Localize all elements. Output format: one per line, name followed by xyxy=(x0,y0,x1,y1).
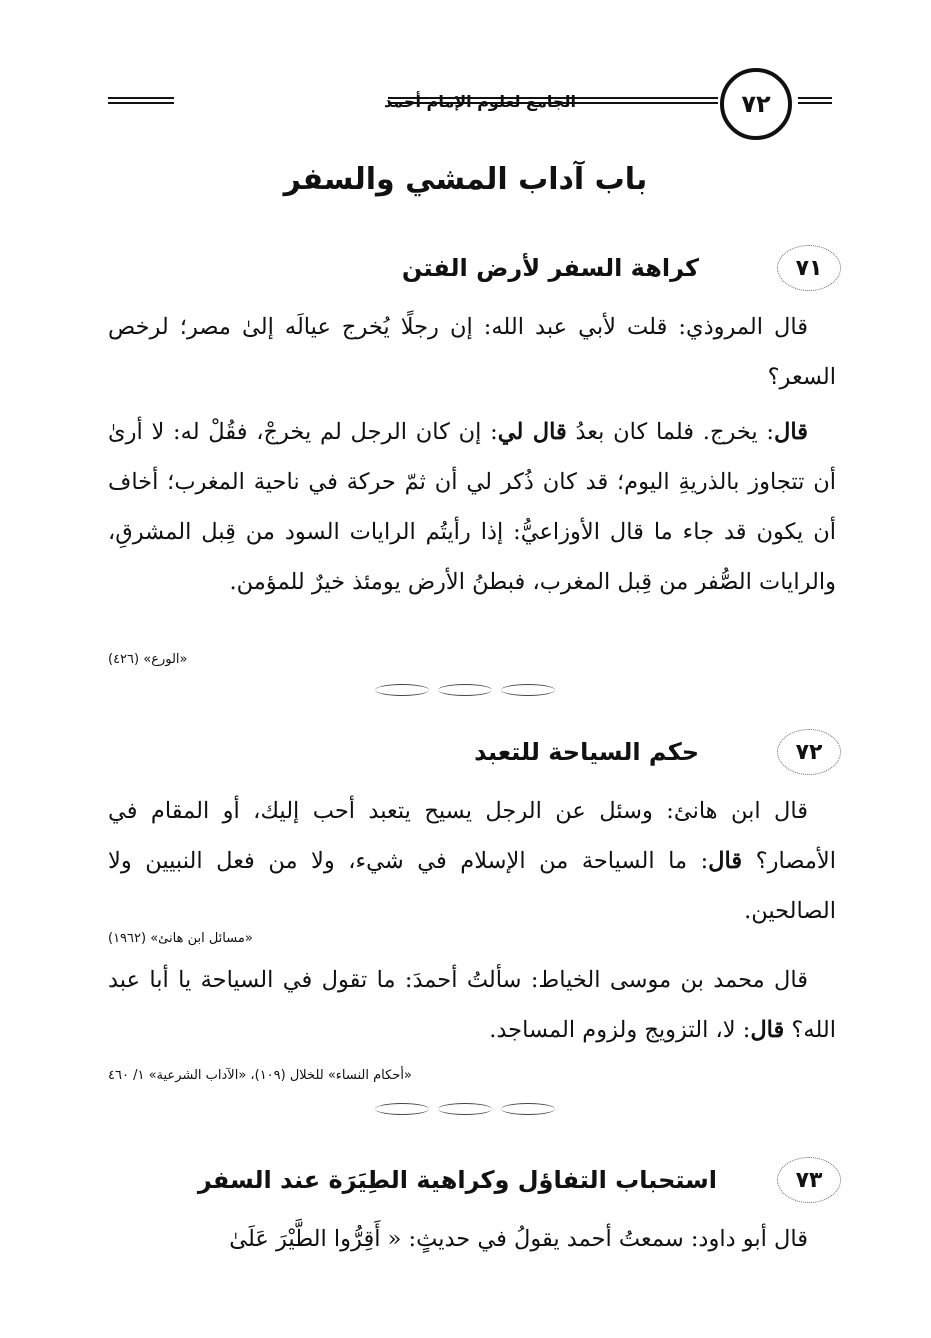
ornament-segment xyxy=(501,684,555,696)
speaker-label: قال xyxy=(708,848,743,874)
ornament-segment xyxy=(438,684,492,696)
speaker-label: قال xyxy=(750,1017,785,1043)
section-title: حكم السياحة للتعبد xyxy=(474,738,699,766)
paragraph-marwadhi-answer xyxy=(108,407,836,607)
section-divider-ornament xyxy=(375,1103,555,1115)
paragraph-text: : يخرج. فلما كان بعدُ xyxy=(566,419,775,445)
speaker-label: قال xyxy=(774,419,808,445)
section-number: ٧٢ xyxy=(795,739,823,765)
paragraph-text-rest: : ما السياحة من الإسلام في شيء، ولا من فعل النبيين ولا الصالحين. xyxy=(108,848,836,924)
running-header-title: الجامع لعلوم الإمام أحمد xyxy=(384,92,576,111)
chapter-title: باب آداب المشي والسفر xyxy=(283,162,648,197)
paragraph-ibn-hani xyxy=(108,786,836,936)
ornament-segment xyxy=(438,1103,492,1115)
section-number-badge xyxy=(777,729,841,775)
source-reference: «أحكام النساء» للخلال (١٠٩)، «الآداب الشرعية» ١/ ٤٦٠ xyxy=(108,1068,412,1083)
paragraph-text: قال المروذي: قلت لأبي عبد الله: إن رجلًا يُخرج عيالَه إلىٰ مصر؛ لرخص السعر؟ xyxy=(108,314,836,390)
section-number: ٧١ xyxy=(795,255,823,281)
ornament-segment xyxy=(375,1103,429,1115)
section-heading-72 xyxy=(474,730,841,774)
ornament-segment xyxy=(375,684,429,696)
speaker-label-2: قال لي xyxy=(497,419,567,445)
source-reference: «مسائل ابن هانئ» (١٩٦٢) xyxy=(108,931,253,946)
section-number: ٧٣ xyxy=(795,1167,823,1193)
header-rule-right xyxy=(798,97,832,104)
paragraph-text: قال أبو داود: سمعتُ أحمد يقولُ في حديثٍ: « أَقِرُّوا الطَّيْرَ عَلَىٰ xyxy=(229,1226,808,1252)
page-number: ٧٢ xyxy=(741,90,771,118)
paragraph-text-rest: : لا، التزويج ولزوم المساجد. xyxy=(489,1017,751,1043)
section-number-badge xyxy=(777,1157,841,1203)
header-rule-left xyxy=(108,97,174,104)
section-title: استحباب التفاؤل وكراهية الطِيَرَة عند السفر xyxy=(197,1166,717,1194)
page-number-badge xyxy=(720,68,792,140)
section-number-badge xyxy=(777,245,841,291)
paragraph-text: قال محمد بن موسى الخياط: سألتُ أحمدَ: ما تقول في السياحة يا أبا عبد الله؟ xyxy=(108,967,836,1043)
paragraph-abu-dawud xyxy=(108,1214,836,1264)
paragraph-text-rest: : إن كان الرجل لم يخرجْ، فقُلْ له: لا أرىٰ أن تتجاوز بالذريةِ اليوم؛ قد كان ذُكر لي أن ثمّ حركة في ناحية المغرب؛ أخاف أن يكون قد جاء ما قال الأوزاعيُّ: إذا رأيتُم الرايات السود من قِبل المشرقِ، والرايات الصُّفر من قِبل المغرب، فبطنُ الأرض يومئذ خيرٌ للمؤمن. xyxy=(108,419,836,595)
section-heading-71 xyxy=(402,246,841,290)
section-divider-ornament xyxy=(375,684,555,696)
ornament-segment xyxy=(501,1103,555,1115)
paragraph-marwadhi-question xyxy=(108,302,836,402)
paragraph-khayyat xyxy=(108,955,836,1055)
source-reference: «الورع» (٤٢٦) xyxy=(108,652,188,667)
paragraph-text: قال ابن هانئ: وسئل عن الرجل يسيح يتعبد أحب إليك، أو المقام في الأمصار؟ xyxy=(108,798,836,874)
section-title: كراهة السفر لأرض الفتن xyxy=(401,254,699,282)
section-heading-73 xyxy=(198,1158,841,1202)
